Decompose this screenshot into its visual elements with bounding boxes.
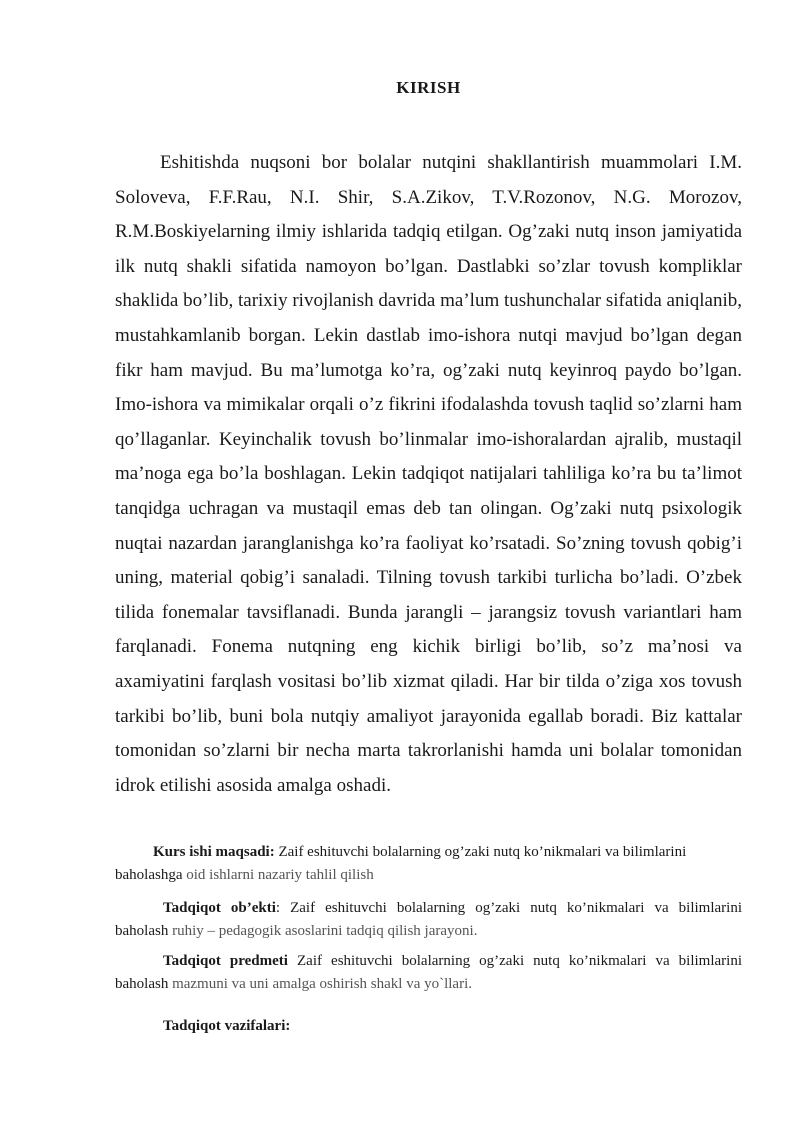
page-title: KIRISH: [396, 78, 461, 97]
tadqiqot-vazifalari-heading: Tadqiqot vazifalari:: [163, 1018, 291, 1034]
kurs-maqsadi-label: Kurs ishi maqsadi:: [153, 844, 275, 860]
tadqiqot-predmeti-text: Zaif eshituvchi bolalarning og’zaki nutq ko’nikmalari va bilimlarini baholash: [115, 953, 742, 992]
tadqiqot-obekti-text: : Zaif eshituvchi bolalarning og’zaki nutq ko’nikmalari va bilimlarini baholash: [115, 900, 742, 939]
tadqiqot-obekti-paragraph: [115, 897, 742, 943]
kurs-maqsadi-tail: oid ishlarni nazariy tahlil qilish: [182, 867, 374, 883]
tadqiqot-obekti-label: Tadqiqot ob’ekti: [163, 900, 276, 916]
tadqiqot-predmeti-label: Tadqiqot predmeti: [163, 953, 288, 969]
tadqiqot-obekti-tail: ruhiy – pedagogik asoslarini tadqiq qilish jarayoni.: [168, 923, 478, 939]
kurs-maqsadi-text: Zaif eshituvchi bolalarning og’zaki nutq ko’nikmalari va bilimlarini baholashga: [115, 844, 687, 883]
kurs-maqsadi-paragraph: [115, 841, 742, 887]
main-paragraph: Eshitishda nuqsoni bor bolalar nutqini shakllantirish muammolari I.M. Soloveva, F.F.Rau, N.I. Shir, S.A.Zikov, T.V.Rozonov, N.G. Morozov, R.M.Boskiyelarning ilmiy ishlarida tadqiq etilgan. Og’zaki nutq inson jamiyatida ilk nutq shakli sifatida namoyon bo’lgan. Dastlabki so’zlar tovush kompliklar shaklida bo’lib, tarixiy rivojlanish davrida ma’lum tushunchalar sifatida aniqlanib, mustahkamlanib borgan. Lekin dastlab imo-ishora nutqi mavjud bo’lgan degan fikr ham mavjud. Bu ma’lumotga ko’ra, og’zaki nutq keyinroq paydo bo’lgan. Imo-ishora va mimikalar orqali o’z fikrini ifodalashda tovush taqlid so’zlarni ham qo’llaganlar. Keyinchalik tovush bo’linmalar imo-ishoralardan ajralib, mustaqil ma’noga ega bo’la boshlagan. Lekin tadqiqot natijalari tahliliga ko’ra bu ta’limot tanqidga uchragan va mustaqil emas deb tan olingan. Og’zaki nutq psixologik nuqtai nazardan jaranglanishga ko’ra faoliyat ko’rsatadi. So’zning tovush qobig’i uning, material qobig’i sanaladi. Tilning tovush tarkibi turlicha bo’ladi. O’zbek tilida fonemalar tavsiflanadi. Bunda jarangli – jarangsiz tovush variantlari ham farqlanadi. Fonema nutqning eng kichik birligi bo’lib, so’z ma’nosi va axamiyatini farqlash vositasi bo’lib xizmat qiladi. Har bir tilda o’ziga xos tovush tarkibi bo’lib, buni bola nutqiy amaliyot jarayonida egallab boradi. Biz kattalar tomonidan so’zlarni bir necha marta takrorlanishi hamda uni bolalar tomonidan idrok etilishi asosida amalga oshadi.: [115, 152, 742, 796]
tadqiqot-predmeti-tail: mazmuni va uni amalga oshirish shakl va yo`llari.: [168, 976, 473, 992]
tadqiqot-predmeti-paragraph: [115, 950, 742, 996]
